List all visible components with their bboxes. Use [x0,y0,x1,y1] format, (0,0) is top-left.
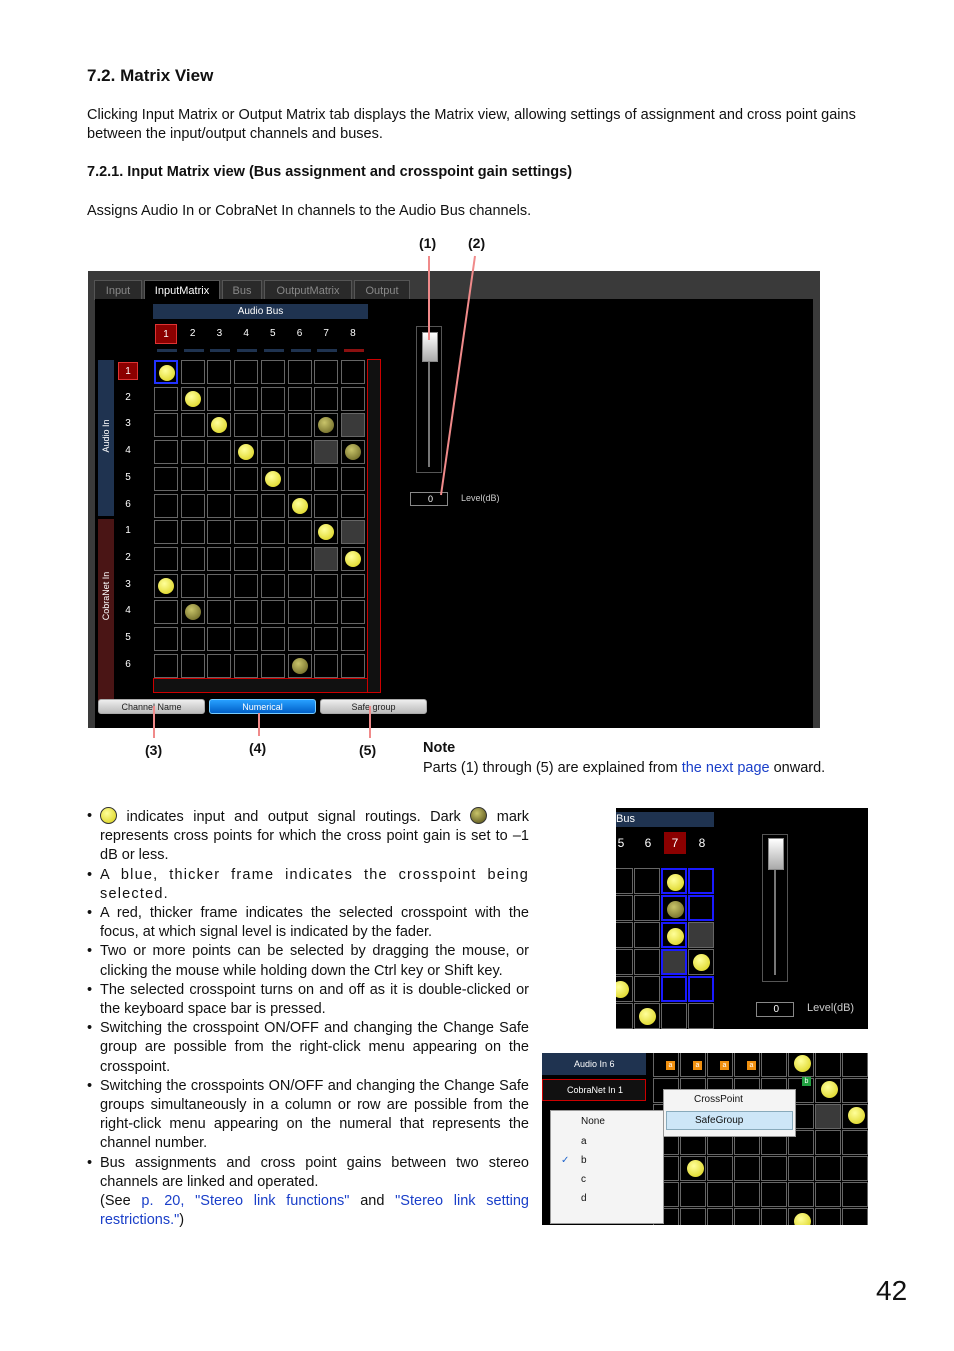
section-title: 7.2. Matrix View [87,66,214,85]
row-number-1[interactable]: 1 [118,362,138,380]
crosspoint-cell[interactable] [815,1104,841,1129]
bullet-list [87,807,529,1230]
channel-name-button[interactable]: Channel Name [98,699,205,714]
crosspoint-cell[interactable] [815,1208,841,1225]
bullet-routing-text-b: mark represents cross points for which the cross point gain is set to –1 dB or less. [100,809,529,864]
crosspoint-cell[interactable] [815,1130,841,1155]
bullet-toggle: • The selected crosspoint turns on and off as it is double-clicked or the keyboard space bar is pressed. [87,981,529,1019]
crosspoint-cell[interactable] [788,1182,814,1207]
crosspoint-cell[interactable] [815,1182,841,1207]
audio-in-group-label: Audio In [101,419,111,453]
crosspoint-dot-icon [616,981,629,998]
crosspoint-cell[interactable] [634,949,660,975]
row-number-4[interactable]: 4 [125,445,131,457]
crosspoint-cell[interactable] [761,1208,787,1225]
bus-number-zoom-5[interactable]: 5 [617,836,625,850]
crosspoint-cell[interactable] [707,1208,733,1225]
crosspoint-cell[interactable] [734,1182,760,1207]
bus-number-2[interactable]: 2 [189,328,196,339]
crosspoint-cell[interactable] [616,922,633,948]
intro-paragraph: Clicking Input Matrix or Output Matrix tab displays the Matrix view, allowing settings of assignment and cross point gains between the input/output channels and buses. [87,107,856,142]
crosspoint-cell[interactable] [688,1003,714,1029]
bus-number-7[interactable]: 7 [323,328,329,339]
crosspoint-cell[interactable] [761,1156,787,1181]
crosspoint-cell[interactable] [815,1156,841,1181]
submenu-item-c[interactable]: c [581,1174,586,1185]
callout-5: (5) [359,742,377,758]
bus-number-4[interactable]: 4 [243,328,249,339]
crosspoint-cell[interactable] [842,1130,868,1155]
submenu-item-b-label: b [581,1155,587,1166]
check-icon: ✓ [561,1155,570,1166]
row-number-9[interactable]: 3 [125,578,131,590]
bright-dot-icon [100,807,117,824]
crosspoint-cell[interactable] [842,1078,868,1103]
callout-line-2 [441,256,475,495]
crosspoint-cell[interactable] [661,922,687,948]
subsection-title: 7.2.1. Input Matrix view (Bus assignment and crosspoint gain settings) [87,164,573,180]
bullet-routing-text-a: indicates input and output signal routings. Dark [117,809,471,825]
bus-number-zoom-7[interactable]: 7 [664,832,686,854]
bus-number-zoom-8[interactable]: 8 [698,836,706,850]
note-text [423,759,825,778]
submenu-item-d[interactable]: d [581,1193,587,1204]
cobranet-in-group-label: CobraNet In [101,571,111,621]
safegroup-submenu [550,1110,664,1224]
crosspoint-cell[interactable] [734,1156,760,1181]
crosspoint-cell[interactable] [634,976,660,1002]
subsection-description: Assigns Audio In or CobraNet In channels to the Audio Bus channels. [87,203,532,219]
crosspoint-cell[interactable] [661,976,687,1002]
crosspoint-cell[interactable] [680,1182,706,1207]
dark-crosspoint-dot-icon [667,901,684,918]
crosspoint-cell[interactable] [734,1208,760,1225]
tab-output[interactable]: Output [354,280,410,300]
crosspoint-dot-icon [794,1055,811,1072]
level-label: Level(dB) [461,493,500,503]
tab-outputmatrix[interactable]: OutputMatrix [264,280,352,300]
row-number-3[interactable]: 3 [125,418,131,430]
level-label-zoom: Level(dB) [807,1002,855,1014]
tab-inputmatrix[interactable]: InputMatrix [144,280,220,300]
crosspoint-cell[interactable] [661,895,687,921]
dark-dot-icon [470,807,487,824]
menu-item-safegroup[interactable]: SafeGroup [666,1111,793,1130]
crosspoint-cell[interactable] [842,1053,868,1077]
bus-number-zoom-6[interactable]: 6 [644,836,652,850]
crosspoint-dot-icon [821,1081,838,1098]
crosspoint-cell[interactable] [634,868,660,894]
level-input[interactable]: 0 [410,492,448,506]
crosspoint-cell[interactable] [761,1182,787,1207]
crosspoint-cell[interactable] [788,1156,814,1181]
safegroup-tag-icon: a [666,1061,675,1070]
stereo-link-restrictions-link[interactable]: "Stereo link setting restrictions." [100,1193,530,1229]
crosspoint-cell[interactable] [616,868,633,894]
crosspoint-dot-icon [693,954,710,971]
bus-number-1[interactable]: 1 [155,324,177,344]
context-menu-screenshot [542,1053,868,1225]
note-text-end: onward. [769,760,826,776]
callout-2: (2) [468,235,486,251]
row-number-10[interactable]: 4 [125,605,131,617]
crosspoint-cell[interactable] [842,1208,868,1225]
level-fader-zoom[interactable] [762,834,788,982]
tab-bus[interactable]: Bus [222,280,262,300]
bullet-right-click-point: • Switching the crosspoint ON/OFF and changing the Change Safe group are possible from the right-click menu appearing on the crosspoint. [87,1019,529,1077]
audio-bus-header: Audio Bus [153,304,368,319]
row-number-7[interactable]: 1 [125,525,131,537]
crosspoint-cell[interactable] [761,1053,787,1077]
level-input-zoom[interactable]: 0 [756,1002,794,1017]
submenu-item-b[interactable] [551,1151,663,1170]
note-text-start: Parts (1) through (5) are explained from [423,760,682,776]
callout-4: (4) [249,740,267,756]
crosspoint-cell[interactable] [616,1003,633,1029]
crosspoint-dot-icon [848,1107,865,1124]
numerical-button[interactable]: Numerical [209,699,316,714]
bullet-see: (See [100,1193,142,1210]
bullet-right-click-numeral: • Switching the crosspoints ON/OFF and changing the Change Safe groups simultaneously in a column or row are possible from the right-click menu appearing on the numeral that represents the channel number. [87,1077,529,1154]
crosspoint-dot-icon [639,1008,656,1025]
crosspoint-dot-icon [667,874,684,891]
crosspoint-cell[interactable] [680,1208,706,1225]
crosspoint-dot-icon [667,928,684,945]
crosspoint-dot-icon [687,1160,704,1177]
crosspoint-cell[interactable] [661,868,687,894]
crosspoint-cell[interactable] [688,976,714,1002]
note-title: Note [423,740,456,756]
row-number-5[interactable]: 5 [125,471,131,483]
crosspoint-cell[interactable] [634,922,660,948]
bus-number-3[interactable]: 3 [216,328,223,339]
safe-group-button[interactable]: Safe group [320,699,427,714]
safegroup-tag-icon: a [720,1061,729,1070]
stereo-link-functions-link[interactable]: p. 20, "Stereo link functions" [141,1193,350,1210]
crosspoint-cell[interactable] [707,1156,733,1181]
bus-number-6[interactable]: 6 [296,328,303,339]
crosspoint-context-menu [663,1089,796,1137]
row-number-12[interactable]: 6 [125,658,131,670]
safegroup-tag-icon: a [693,1061,702,1070]
bus-number-5[interactable]: 5 [270,328,276,339]
callout-1: (1) [419,235,437,251]
bullet-red-frame: • A red, thicker frame indicates the selected crosspoint with the focus, at which signal level is indicated by the fader. [87,904,529,942]
crosspoint-cell[interactable] [842,1156,868,1181]
bus-selection-screenshot [616,808,868,1029]
row-number-11[interactable]: 5 [125,632,131,643]
crosspoint-cell[interactable] [634,1003,660,1029]
row-label-cobranet-in-1: CobraNet In 1 [542,1079,646,1101]
crosspoint-cell[interactable] [707,1182,733,1207]
row-number-6[interactable]: 6 [125,498,131,510]
crosspoint-dot-icon [794,1213,811,1225]
crosspoint-cell[interactable] [661,949,687,975]
row-number-2[interactable]: 2 [125,391,131,403]
bullet-close-paren: ) [179,1212,185,1229]
menu-item-crosspoint[interactable]: CrossPoint [694,1094,743,1105]
safegroup-tag-b-icon: b [802,1077,811,1086]
safegroup-tag-icon: a [747,1061,756,1070]
crosspoint-cell[interactable] [842,1182,868,1207]
bullet-multi-select: • Two or more points can be selected by dragging the mouse, or clicking the mouse while holding down the Ctrl key or Shift key. [87,942,529,980]
submenu-item-none[interactable]: None [581,1116,605,1127]
fader-knob-zoom[interactable] [768,838,784,870]
next-page-link[interactable]: the next page [681,760,770,776]
row-number-8[interactable]: 2 [125,551,131,563]
row-label-audio-in-6: Audio In 6 [542,1053,646,1075]
callout-3: (3) [145,742,163,758]
bullet-blue-frame: • A blue, thicker frame indicates the crosspoint being selected. [87,866,529,904]
crosspoint-cell[interactable] [688,922,714,948]
crosspoint-cell[interactable] [616,895,633,921]
bullet-stereo-text: Bus assignments and cross point gains between two stereo channels are linked and operated. [100,1154,529,1190]
crosspoint-cell[interactable] [815,1053,841,1077]
tab-input[interactable]: Input [94,280,142,300]
crosspoint-cell[interactable] [688,949,714,975]
crosspoint-cell[interactable] [634,895,660,921]
crosspoint-cell[interactable] [661,1003,687,1029]
bus-header-partial: Bus [616,812,714,827]
bus-number-8[interactable]: 8 [350,328,356,339]
submenu-item-a[interactable]: a [581,1136,587,1147]
crosspoint-cell[interactable] [688,868,714,894]
bullet-routing [87,807,529,866]
crosspoint-cell[interactable] [616,976,633,1002]
bullet-stereo [87,1154,529,1231]
page-number: 42 [876,1275,908,1306]
crosspoint-cell[interactable] [616,949,633,975]
crosspoint-cell[interactable] [688,895,714,921]
bullet-and: and [349,1193,396,1210]
